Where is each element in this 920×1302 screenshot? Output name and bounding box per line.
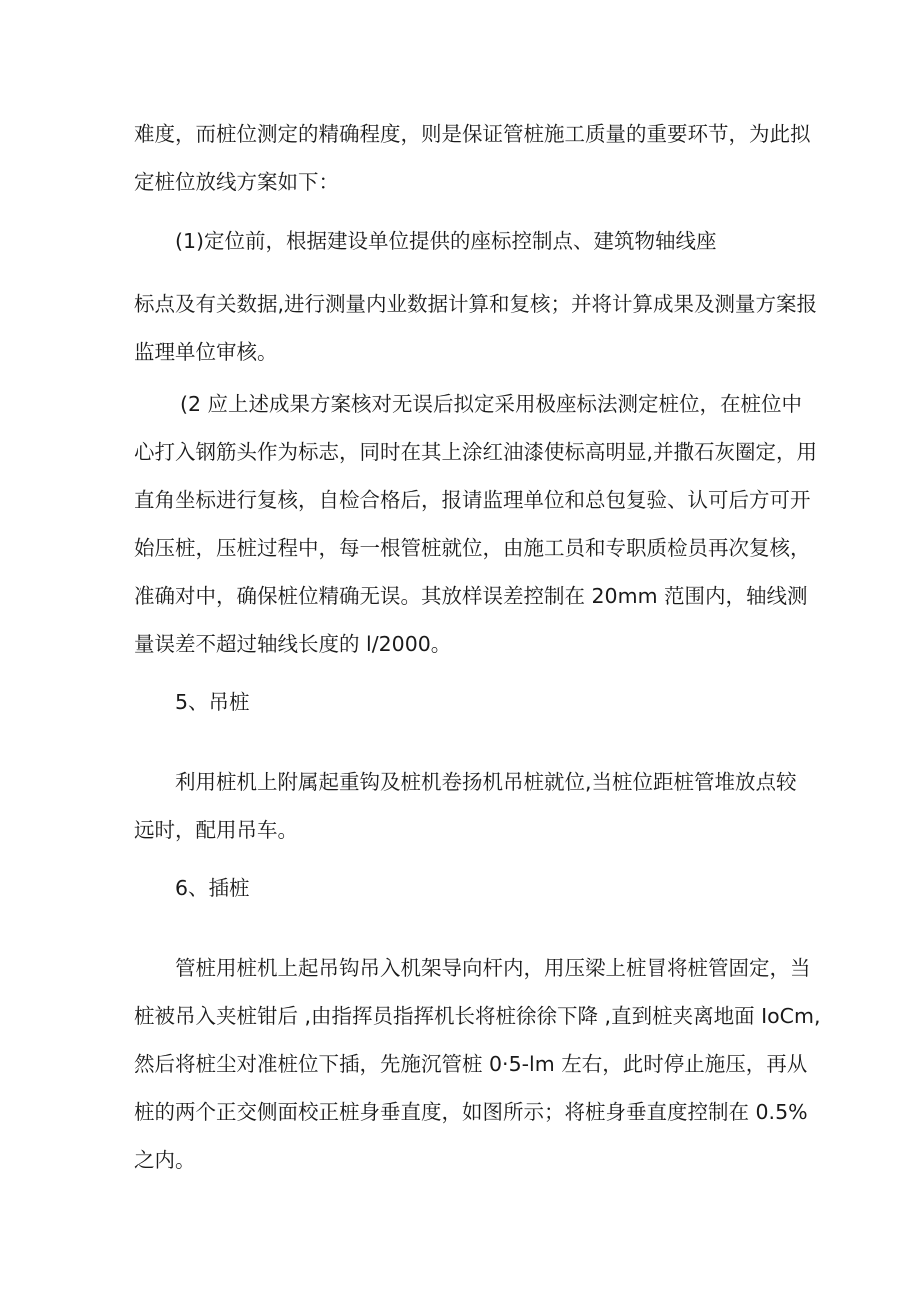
text-line-6: (2 应上述成果方案核对无误后拟定采用极座标法测定桩位，在桩位中 <box>180 392 803 416</box>
text-line-2: 定桩位放线方案如下： <box>134 170 339 194</box>
text-line-18: 然后将桩尘对准桩位下插，先施沉管桩 0·5-lm 左右，此时停止施压，再从 <box>134 1052 808 1076</box>
text-line-13: 利用桩机上附属起重钩及桩机卷扬机吊桩就位,当桩位距桩管堆放点较 <box>175 770 797 794</box>
text-line-20: 之内。 <box>134 1148 196 1172</box>
section-heading-6: 6、插桩 <box>175 876 250 900</box>
text-line-10: 准确对中，确保桩位精确无误。其放样误差控制在 20mm 范围内，轴线测 <box>134 584 808 608</box>
text-line-11: 量误差不超过轴线长度的 l/2000。 <box>134 632 452 656</box>
text-line-8: 直角坐标进行复核，自检合格后，报请监理单位和总包复验、认可后方可开 <box>134 488 811 512</box>
text-line-5: 监理单位审核。 <box>134 340 278 364</box>
text-line-4: 标点及有关数据,进行测量内业数据计算和复核；并将计算成果及测量方案报 <box>134 292 818 316</box>
text-line-16: 管桩用桩机上起吊钩吊入机架导向杆内，用压梁上桩冒将桩管固定，当 <box>175 956 811 980</box>
text-line-1: 难度，而桩位测定的精确程度，则是保证管桩施工质量的重要环节，为此拟 <box>134 122 811 146</box>
text-line-17: 桩被吊入夹桩钳后 ,由指挥员指挥机长将桩徐徐下降 ,直到桩夹离地面 IoCm, <box>134 1004 821 1028</box>
text-line-14: 远时，配用吊车。 <box>134 818 298 842</box>
section-heading-5: 5、吊桩 <box>175 690 250 714</box>
text-line-19: 桩的两个正交侧面校正桩身垂直度，如图所示；将桩身垂直度控制在 0.5% <box>134 1100 808 1124</box>
text-line-9: 始压桩，压桩过程中，每一根管桩就位，由施工员和专职质检员再次复核， <box>134 536 811 560</box>
text-line-3: (1)定位前，根据建设单位提供的座标控制点、建筑物轴线座 <box>175 229 717 253</box>
text-line-7: 心打入钢筋头作为标志，同时在其上涂红油漆使标高明显,并撒石灰圈定，用 <box>134 440 818 464</box>
